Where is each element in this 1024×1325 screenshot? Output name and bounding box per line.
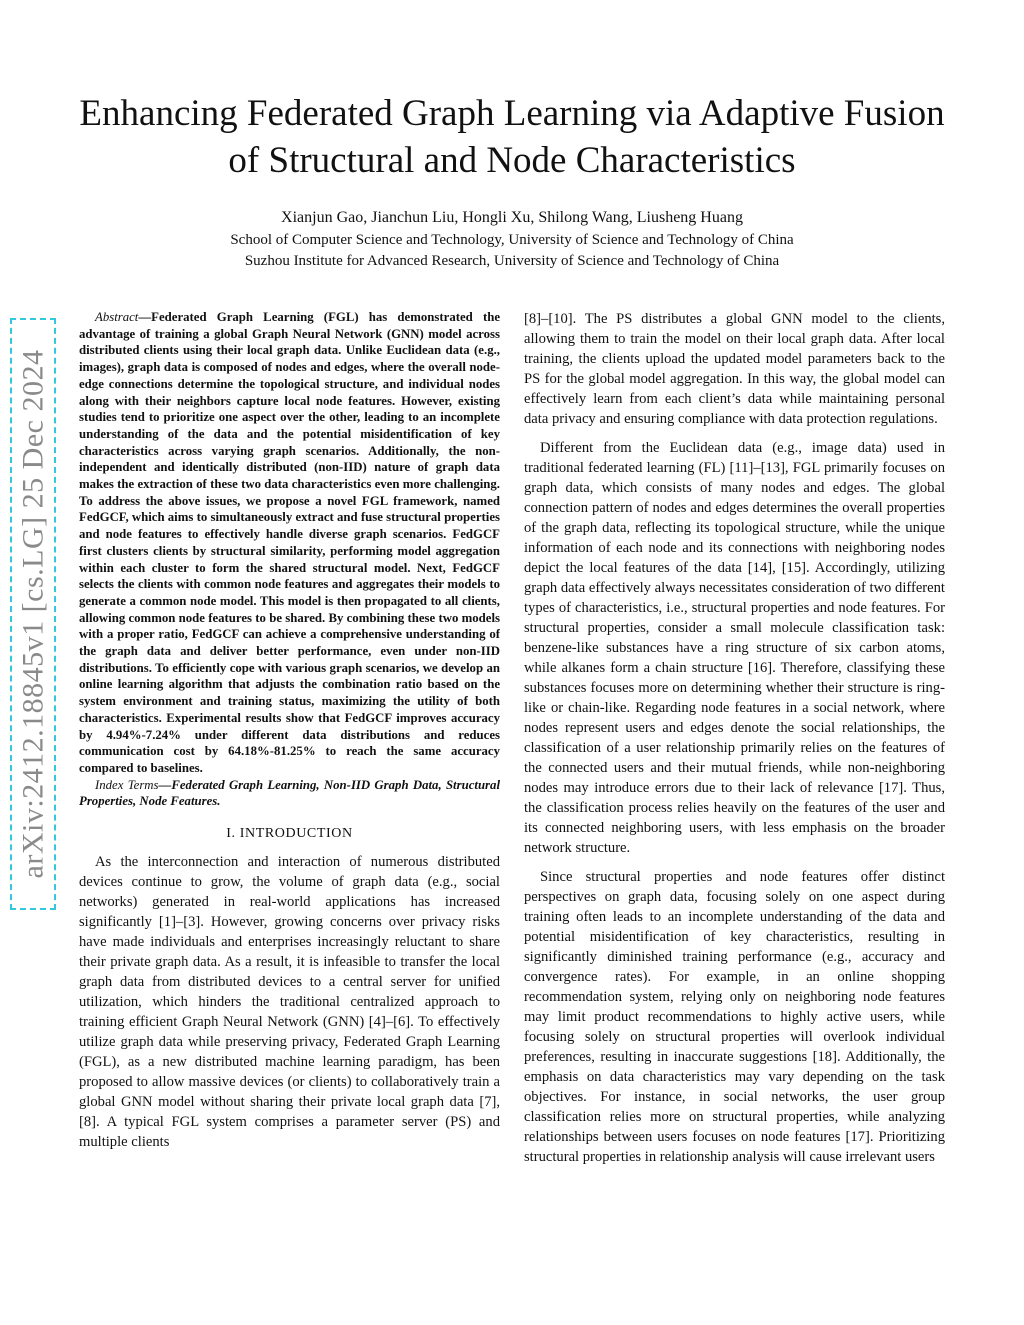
intro-paragraph-2: Different from the Euclidean data (e.g., image data) used in traditional federated learning (FL) [11]–[13], FGL primarily focuses on graph data, which consists of many nodes and edges. The global connection pattern of nodes and edges determines the overall properties of the graph data, reflecting its topological structure, while the unique information of each node and its connections with neighboring nodes depict the local features of the data [14], [15]. Accordingly, utilizing graph data effectively always necessitates consideration of two different types of characteristics, i.e., structural properties and node features. For structural properties, consider a small molecule classification task: benzene-like substances have a ring structure of six carbon atoms, while alkanes form a chain structure [16]. Therefore, classifying these substances focuses more on determining whether their structure is ring-like or chain-like. Regarding node features in a social network, where nodes represent users and edges denote the social relationships, the classification of a user relationship primarily relies on the features of the connected users and their mutual friends, while non-neighboring nodes may introduce errors due to their lack of relevance [17]. Thus, the classification process relies heavily on the features of the user and its connected neighboring users, with less emphasis on the broader network structure. — [524, 440, 945, 856]
index-terms-lead: Index Terms — [95, 777, 159, 792]
paper-title: Enhancing Federated Graph Learning via Adaptive Fusion of Structural and Node Characteristics — [79, 93, 945, 181]
arxiv-identifier: arXiv:2412.18845v1 [cs.LG] 25 Dec 2024 — [16, 349, 49, 879]
affiliation-2: Suzhou Institute for Advanced Research, University of Science and Technology of China — [244, 253, 780, 269]
left-column — [79, 309, 500, 1259]
intro-paragraph-continued: [8]–[10]. The PS distributes a global GNN model to the clients, allowing them to train the model on their local graph data. After local training, the clients upload the updated model parameters back to the PS for the global model aggregation. In this way, the global model can effectively learn from each client’s data while maintaining personal data privacy and ensuring compliance with data protection regulations. — [524, 311, 945, 427]
index-terms — [79, 777, 500, 810]
section-heading-introduction: I. INTRODUCTION — [226, 826, 353, 842]
arxiv-side-stamp — [10, 318, 56, 910]
intro-paragraph-1: As the interconnection and interaction of numerous distributed devices continue to grow, the volume of graph data (e.g., social networks) generated in real-world applications has increased significantly [1]–[3]. However, growing concerns over privacy risks have made individuals and enterprises increasingly reluctant to share their private graph data. As a result, it is infeasible to transfer the local graph data from distributed devices to a central server for unified utilization, which hinders the traditional centralized approach to training efficient Graph Neural Network (GNN) [4]–[6]. To effectively utilize graph data while preserving privacy, Federated Graph Learning (FGL), as a new distributed machine learning paradigm, has been proposed to allow massive devices (or clients) to collaboratively train a global GNN model without sharing their private local graph data [7], [8]. A typical FGL system comprises a parameter server (PS) and multiple clients — [79, 854, 500, 1151]
author-list: Xianjun Gao, Jianchun Liu, Hongli Xu, Shilong Wang, Liusheng Huang — [281, 209, 743, 226]
right-column — [524, 309, 945, 1259]
abstract-lead: Abstract — [95, 310, 139, 324]
affiliation-1: School of Computer Science and Technology, University of Science and Technology of China — [230, 232, 794, 248]
abstract — [79, 309, 500, 777]
index-terms-text: —Federated Graph Learning, Non-IID Graph Data, Structural Properties, Node Features. — [79, 777, 500, 809]
intro-paragraph-3: Since structural properties and node features offer distinct perspectives on graph data, focusing solely on one aspect during training often leads to an incomplete understanding of the data and potential misidentification of key characteristics, resulting in significantly diminished training performance (e.g., accuracy and convergence rates). For example, in an online shopping recommendation system, relying only on neighboring node features may limit product recommendations to highly active users, while focusing solely on structural properties will overlook individual preferences, resulting in inaccurate suggestions [18]. Additionally, the emphasis on data characteristics may vary depending on the task objectives. For instance, in social networks, the user group classification relies more on structural properties, while analyzing relationships between users focuses on node features [17]. Prioritizing structural properties in relationship analysis will cause irrelevant users — [524, 869, 945, 1165]
abstract-text: —Federated Graph Learning (FGL) has demonstrated the advantage of training a global Graph Neural Network (GNN) model across distributed clients using their local graph data. Unlike Euclidean data (e.g., images), graph data is composed of nodes and edges, where the overall node-edge connections determine the topological structure, and individual nodes along with their neighbors capture local node features. However, existing studies tend to prioritize one aspect over the other, leading to an incomplete understanding of the data and the potential misidentification of key characteristics across varying graph scenarios. Additionally, the non-independent and identically distributed (non-IID) nature of graph data makes the extraction of these two data characteristics even more challenging. To address the above issues, we propose a novel FGL framework, named FedGCF, which aims to simultaneously extract and fuse structural properties and node features to effectively handle diverse graph scenarios. FedGCF first clusters clients by structural similarity, performing model aggregation within each cluster to form the shared structural model. Next, FedGCF selects the clients with common node features and aggregates their models to generate a common node model. This model is then propagated to all clients, allowing common node features to be shared. By combining these two models with a proper ratio, FedGCF can achieve a comprehensive understanding of the graph data and deliver better performance, even under non-IID distributions. To efficiently cope with various graph scenarios, we develop an online learning algorithm that adjusts the combination ratio based on the system environment and training status, maximizing the utility of both characteristics. Experimental results show that FedGCF improves accuracy by 4.94%-7.24% under different data distributions and reduces communication cost by 64.18%-81.25% to reach the same accuracy compared to baselines. — [79, 310, 500, 775]
